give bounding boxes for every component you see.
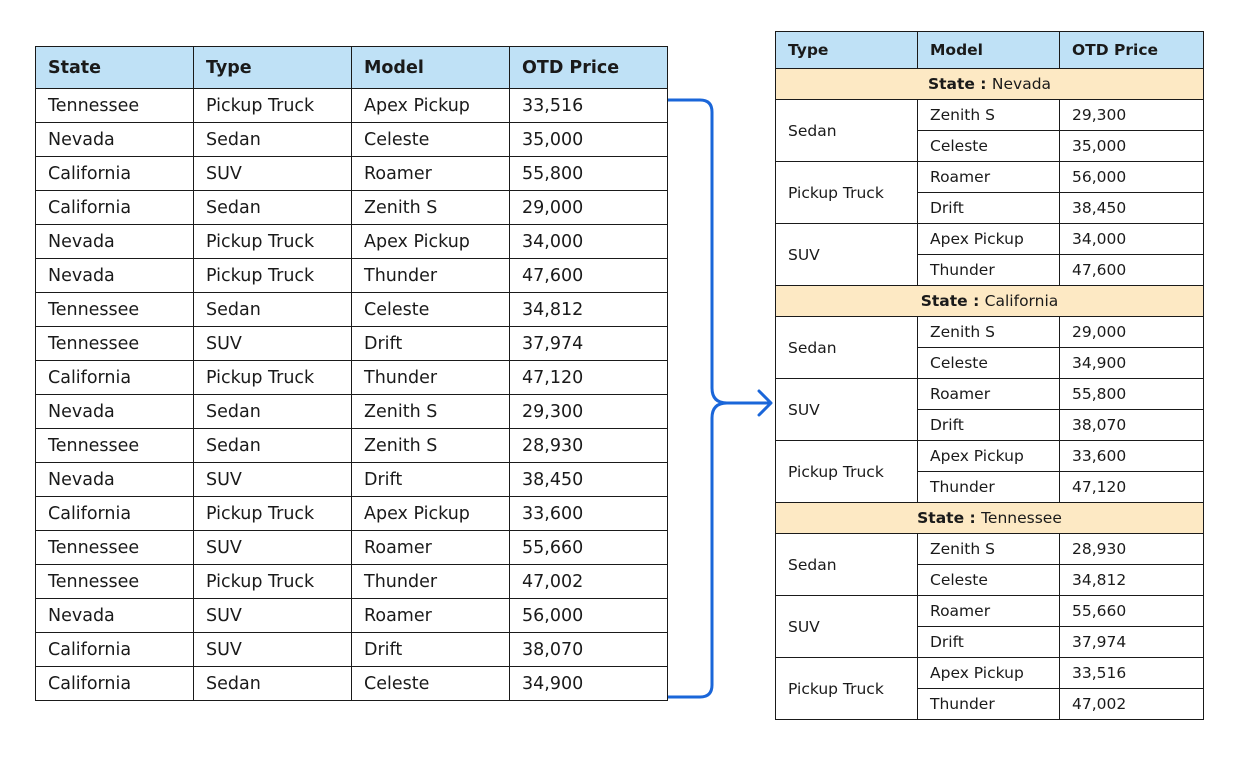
table-row bbox=[36, 259, 668, 293]
price-cell: 55,660 bbox=[510, 531, 668, 565]
price-cell: 34,900 bbox=[1060, 348, 1204, 379]
price-cell: 55,800 bbox=[510, 157, 668, 191]
type-cell: Sedan bbox=[194, 395, 352, 429]
price-cell: 34,812 bbox=[510, 293, 668, 327]
price-cell: 29,000 bbox=[1060, 317, 1204, 348]
state-cell: Nevada bbox=[36, 123, 194, 157]
price-cell: 56,000 bbox=[1060, 162, 1204, 193]
header-model: Model bbox=[918, 32, 1060, 69]
table-row bbox=[36, 293, 668, 327]
state-group-row bbox=[776, 69, 1204, 100]
model-cell: Thunder bbox=[918, 689, 1060, 720]
model-cell: Celeste bbox=[352, 667, 510, 701]
state-cell: Tennessee bbox=[36, 429, 194, 463]
price-cell: 34,000 bbox=[1060, 224, 1204, 255]
type-cell: SUV bbox=[194, 463, 352, 497]
price-cell: 33,600 bbox=[1060, 441, 1204, 472]
price-cell: 38,450 bbox=[1060, 193, 1204, 224]
arrow-head-icon bbox=[759, 391, 771, 415]
state-cell: California bbox=[36, 497, 194, 531]
state-cell: California bbox=[36, 667, 194, 701]
table-row bbox=[36, 395, 668, 429]
type-cell: Sedan bbox=[776, 100, 918, 162]
table-row bbox=[776, 162, 1204, 193]
model-cell: Roamer bbox=[918, 379, 1060, 410]
model-cell: Celeste bbox=[918, 348, 1060, 379]
price-cell: 35,000 bbox=[1060, 131, 1204, 162]
type-cell: Pickup Truck bbox=[776, 162, 918, 224]
header-type: Type bbox=[194, 47, 352, 89]
table-row bbox=[36, 463, 668, 497]
state-group-row bbox=[776, 286, 1204, 317]
model-cell: Thunder bbox=[352, 259, 510, 293]
table-row bbox=[36, 327, 668, 361]
model-cell: Thunder bbox=[352, 361, 510, 395]
price-cell: 28,930 bbox=[510, 429, 668, 463]
model-cell: Drift bbox=[918, 193, 1060, 224]
price-cell: 34,812 bbox=[1060, 565, 1204, 596]
type-cell: Sedan bbox=[194, 293, 352, 327]
table-row bbox=[776, 317, 1204, 348]
table-row bbox=[36, 89, 668, 123]
price-cell: 38,070 bbox=[1060, 410, 1204, 441]
state-group-row bbox=[776, 503, 1204, 534]
state-cell: Tennessee bbox=[36, 531, 194, 565]
header-state: State bbox=[36, 47, 194, 89]
type-cell: SUV bbox=[776, 596, 918, 658]
type-cell: Pickup Truck bbox=[776, 658, 918, 720]
model-cell: Zenith S bbox=[352, 429, 510, 463]
state-cell: Tennessee bbox=[36, 89, 194, 123]
model-cell: Zenith S bbox=[352, 191, 510, 225]
table-row bbox=[36, 667, 668, 701]
table-row bbox=[776, 441, 1204, 472]
type-cell: Pickup Truck bbox=[194, 225, 352, 259]
type-cell: SUV bbox=[776, 379, 918, 441]
price-cell: 29,300 bbox=[1060, 100, 1204, 131]
price-cell: 29,000 bbox=[510, 191, 668, 225]
type-cell: Sedan bbox=[776, 317, 918, 379]
model-cell: Drift bbox=[352, 327, 510, 361]
type-cell: SUV bbox=[194, 157, 352, 191]
table-row bbox=[36, 225, 668, 259]
price-cell: 34,000 bbox=[510, 225, 668, 259]
model-cell: Celeste bbox=[918, 565, 1060, 596]
table-row bbox=[36, 157, 668, 191]
model-cell: Drift bbox=[352, 633, 510, 667]
grouped-table-header-row bbox=[776, 32, 1204, 69]
table-row bbox=[776, 224, 1204, 255]
state-prefix: State : bbox=[927, 75, 992, 93]
price-cell: 28,930 bbox=[1060, 534, 1204, 565]
price-cell: 47,600 bbox=[510, 259, 668, 293]
price-cell: 38,070 bbox=[510, 633, 668, 667]
brace-path bbox=[668, 100, 727, 697]
state-cell: California bbox=[36, 157, 194, 191]
model-cell: Apex Pickup bbox=[918, 441, 1060, 472]
model-cell: Drift bbox=[352, 463, 510, 497]
model-cell: Apex Pickup bbox=[918, 658, 1060, 689]
state-name: Nevada bbox=[991, 75, 1052, 93]
model-cell: Thunder bbox=[918, 255, 1060, 286]
table-row bbox=[36, 123, 668, 157]
model-cell: Zenith S bbox=[918, 317, 1060, 348]
table-row bbox=[776, 534, 1204, 565]
model-cell: Zenith S bbox=[918, 100, 1060, 131]
header-otd-price: OTD Price bbox=[510, 47, 668, 89]
table-row bbox=[36, 599, 668, 633]
model-cell: Thunder bbox=[352, 565, 510, 599]
state-prefix: State : bbox=[917, 509, 982, 527]
type-cell: Pickup Truck bbox=[194, 565, 352, 599]
model-cell: Roamer bbox=[352, 599, 510, 633]
model-cell: Zenith S bbox=[918, 534, 1060, 565]
table-row bbox=[36, 497, 668, 531]
state-label bbox=[776, 69, 1204, 100]
price-cell: 47,120 bbox=[510, 361, 668, 395]
table-row bbox=[36, 531, 668, 565]
table-row bbox=[776, 100, 1204, 131]
price-cell: 38,450 bbox=[510, 463, 668, 497]
header-otd-price: OTD Price bbox=[1060, 32, 1204, 69]
table-row bbox=[36, 191, 668, 225]
type-cell: SUV bbox=[194, 327, 352, 361]
model-cell: Drift bbox=[918, 410, 1060, 441]
state-cell: Nevada bbox=[36, 463, 194, 497]
table-row bbox=[36, 361, 668, 395]
state-cell: California bbox=[36, 361, 194, 395]
price-cell: 29,300 bbox=[510, 395, 668, 429]
price-cell: 47,002 bbox=[510, 565, 668, 599]
price-cell: 55,660 bbox=[1060, 596, 1204, 627]
table-row bbox=[776, 596, 1204, 627]
type-cell: SUV bbox=[194, 599, 352, 633]
type-cell: Pickup Truck bbox=[194, 497, 352, 531]
model-cell: Roamer bbox=[918, 162, 1060, 193]
state-cell: Nevada bbox=[36, 599, 194, 633]
state-label bbox=[776, 286, 1204, 317]
state-prefix: State : bbox=[920, 292, 985, 310]
model-cell: Apex Pickup bbox=[352, 497, 510, 531]
model-cell: Apex Pickup bbox=[918, 224, 1060, 255]
type-cell: Pickup Truck bbox=[776, 441, 918, 503]
state-cell: California bbox=[36, 191, 194, 225]
state-cell: Nevada bbox=[36, 225, 194, 259]
price-cell: 33,516 bbox=[1060, 658, 1204, 689]
type-cell: Pickup Truck bbox=[194, 89, 352, 123]
type-cell: Sedan bbox=[194, 429, 352, 463]
header-model: Model bbox=[352, 47, 510, 89]
model-cell: Drift bbox=[918, 627, 1060, 658]
table-row bbox=[776, 658, 1204, 689]
type-cell: Sedan bbox=[194, 667, 352, 701]
type-cell: Sedan bbox=[194, 123, 352, 157]
type-cell: Pickup Truck bbox=[194, 361, 352, 395]
type-cell: SUV bbox=[194, 633, 352, 667]
table-row bbox=[776, 379, 1204, 410]
table-row bbox=[36, 429, 668, 463]
state-name: Tennessee bbox=[981, 509, 1062, 527]
source-table bbox=[35, 46, 668, 701]
state-cell: Tennessee bbox=[36, 565, 194, 599]
header-type: Type bbox=[776, 32, 918, 69]
price-cell: 47,002 bbox=[1060, 689, 1204, 720]
price-cell: 55,800 bbox=[1060, 379, 1204, 410]
model-cell: Apex Pickup bbox=[352, 225, 510, 259]
price-cell: 37,974 bbox=[510, 327, 668, 361]
model-cell: Roamer bbox=[352, 157, 510, 191]
source-table-header-row bbox=[36, 47, 668, 89]
state-cell: Tennessee bbox=[36, 327, 194, 361]
type-cell: SUV bbox=[194, 531, 352, 565]
state-cell: California bbox=[36, 633, 194, 667]
type-cell: SUV bbox=[776, 224, 918, 286]
model-cell: Celeste bbox=[352, 293, 510, 327]
grouped-table bbox=[775, 31, 1204, 720]
type-cell: Sedan bbox=[194, 191, 352, 225]
state-name: California bbox=[984, 292, 1059, 310]
table-row bbox=[36, 565, 668, 599]
type-cell: Pickup Truck bbox=[194, 259, 352, 293]
model-cell: Zenith S bbox=[352, 395, 510, 429]
model-cell: Celeste bbox=[918, 131, 1060, 162]
table-row bbox=[36, 633, 668, 667]
price-cell: 56,000 bbox=[510, 599, 668, 633]
state-label bbox=[776, 503, 1204, 534]
price-cell: 34,900 bbox=[510, 667, 668, 701]
price-cell: 33,600 bbox=[510, 497, 668, 531]
state-cell: Nevada bbox=[36, 395, 194, 429]
price-cell: 47,120 bbox=[1060, 472, 1204, 503]
model-cell: Roamer bbox=[352, 531, 510, 565]
price-cell: 35,000 bbox=[510, 123, 668, 157]
state-cell: Tennessee bbox=[36, 293, 194, 327]
type-cell: Sedan bbox=[776, 534, 918, 596]
price-cell: 33,516 bbox=[510, 89, 668, 123]
model-cell: Apex Pickup bbox=[352, 89, 510, 123]
price-cell: 37,974 bbox=[1060, 627, 1204, 658]
price-cell: 47,600 bbox=[1060, 255, 1204, 286]
model-cell: Roamer bbox=[918, 596, 1060, 627]
state-cell: Nevada bbox=[36, 259, 194, 293]
model-cell: Celeste bbox=[352, 123, 510, 157]
model-cell: Thunder bbox=[918, 472, 1060, 503]
